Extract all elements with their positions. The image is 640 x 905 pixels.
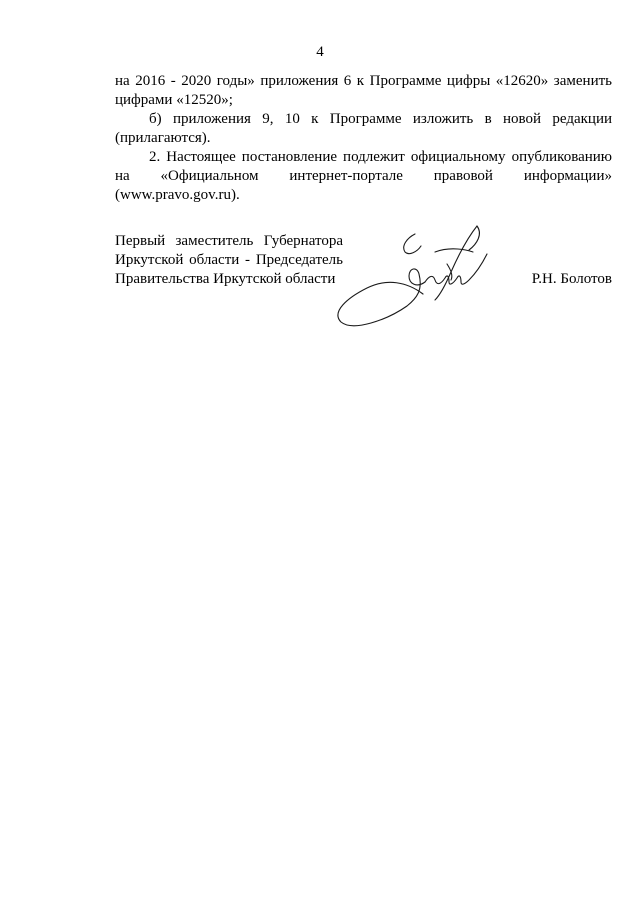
paragraph-amendment-continuation: на 2016 - 2020 годы» приложения 6 к Программе цифры «12620» заменить цифрами «12520»; <box>115 73 612 108</box>
signature-block <box>115 232 612 342</box>
paragraph-publication: 2. Настоящее постановление подлежит официальному опубликованию на «Официальном интернет-портале правовой информации» (www.pravo.gov.ru). <box>115 149 612 203</box>
signatory-position <box>115 232 343 289</box>
signatory-name: Р.Н. Болотов <box>531 271 612 287</box>
document-body <box>115 72 612 205</box>
position-line: Правительства Иркутской области <box>115 271 336 287</box>
page-number: 4 <box>316 44 324 60</box>
handwritten-signature-icon <box>327 224 497 340</box>
position-line: Первый заместитель Губернатора <box>115 233 343 249</box>
paragraph-appendices-new-edition: б) приложения 9, 10 к Программе изложить в новой редакции (прилагаются). <box>115 111 612 146</box>
position-line: Иркутской области - Председатель <box>115 252 343 268</box>
